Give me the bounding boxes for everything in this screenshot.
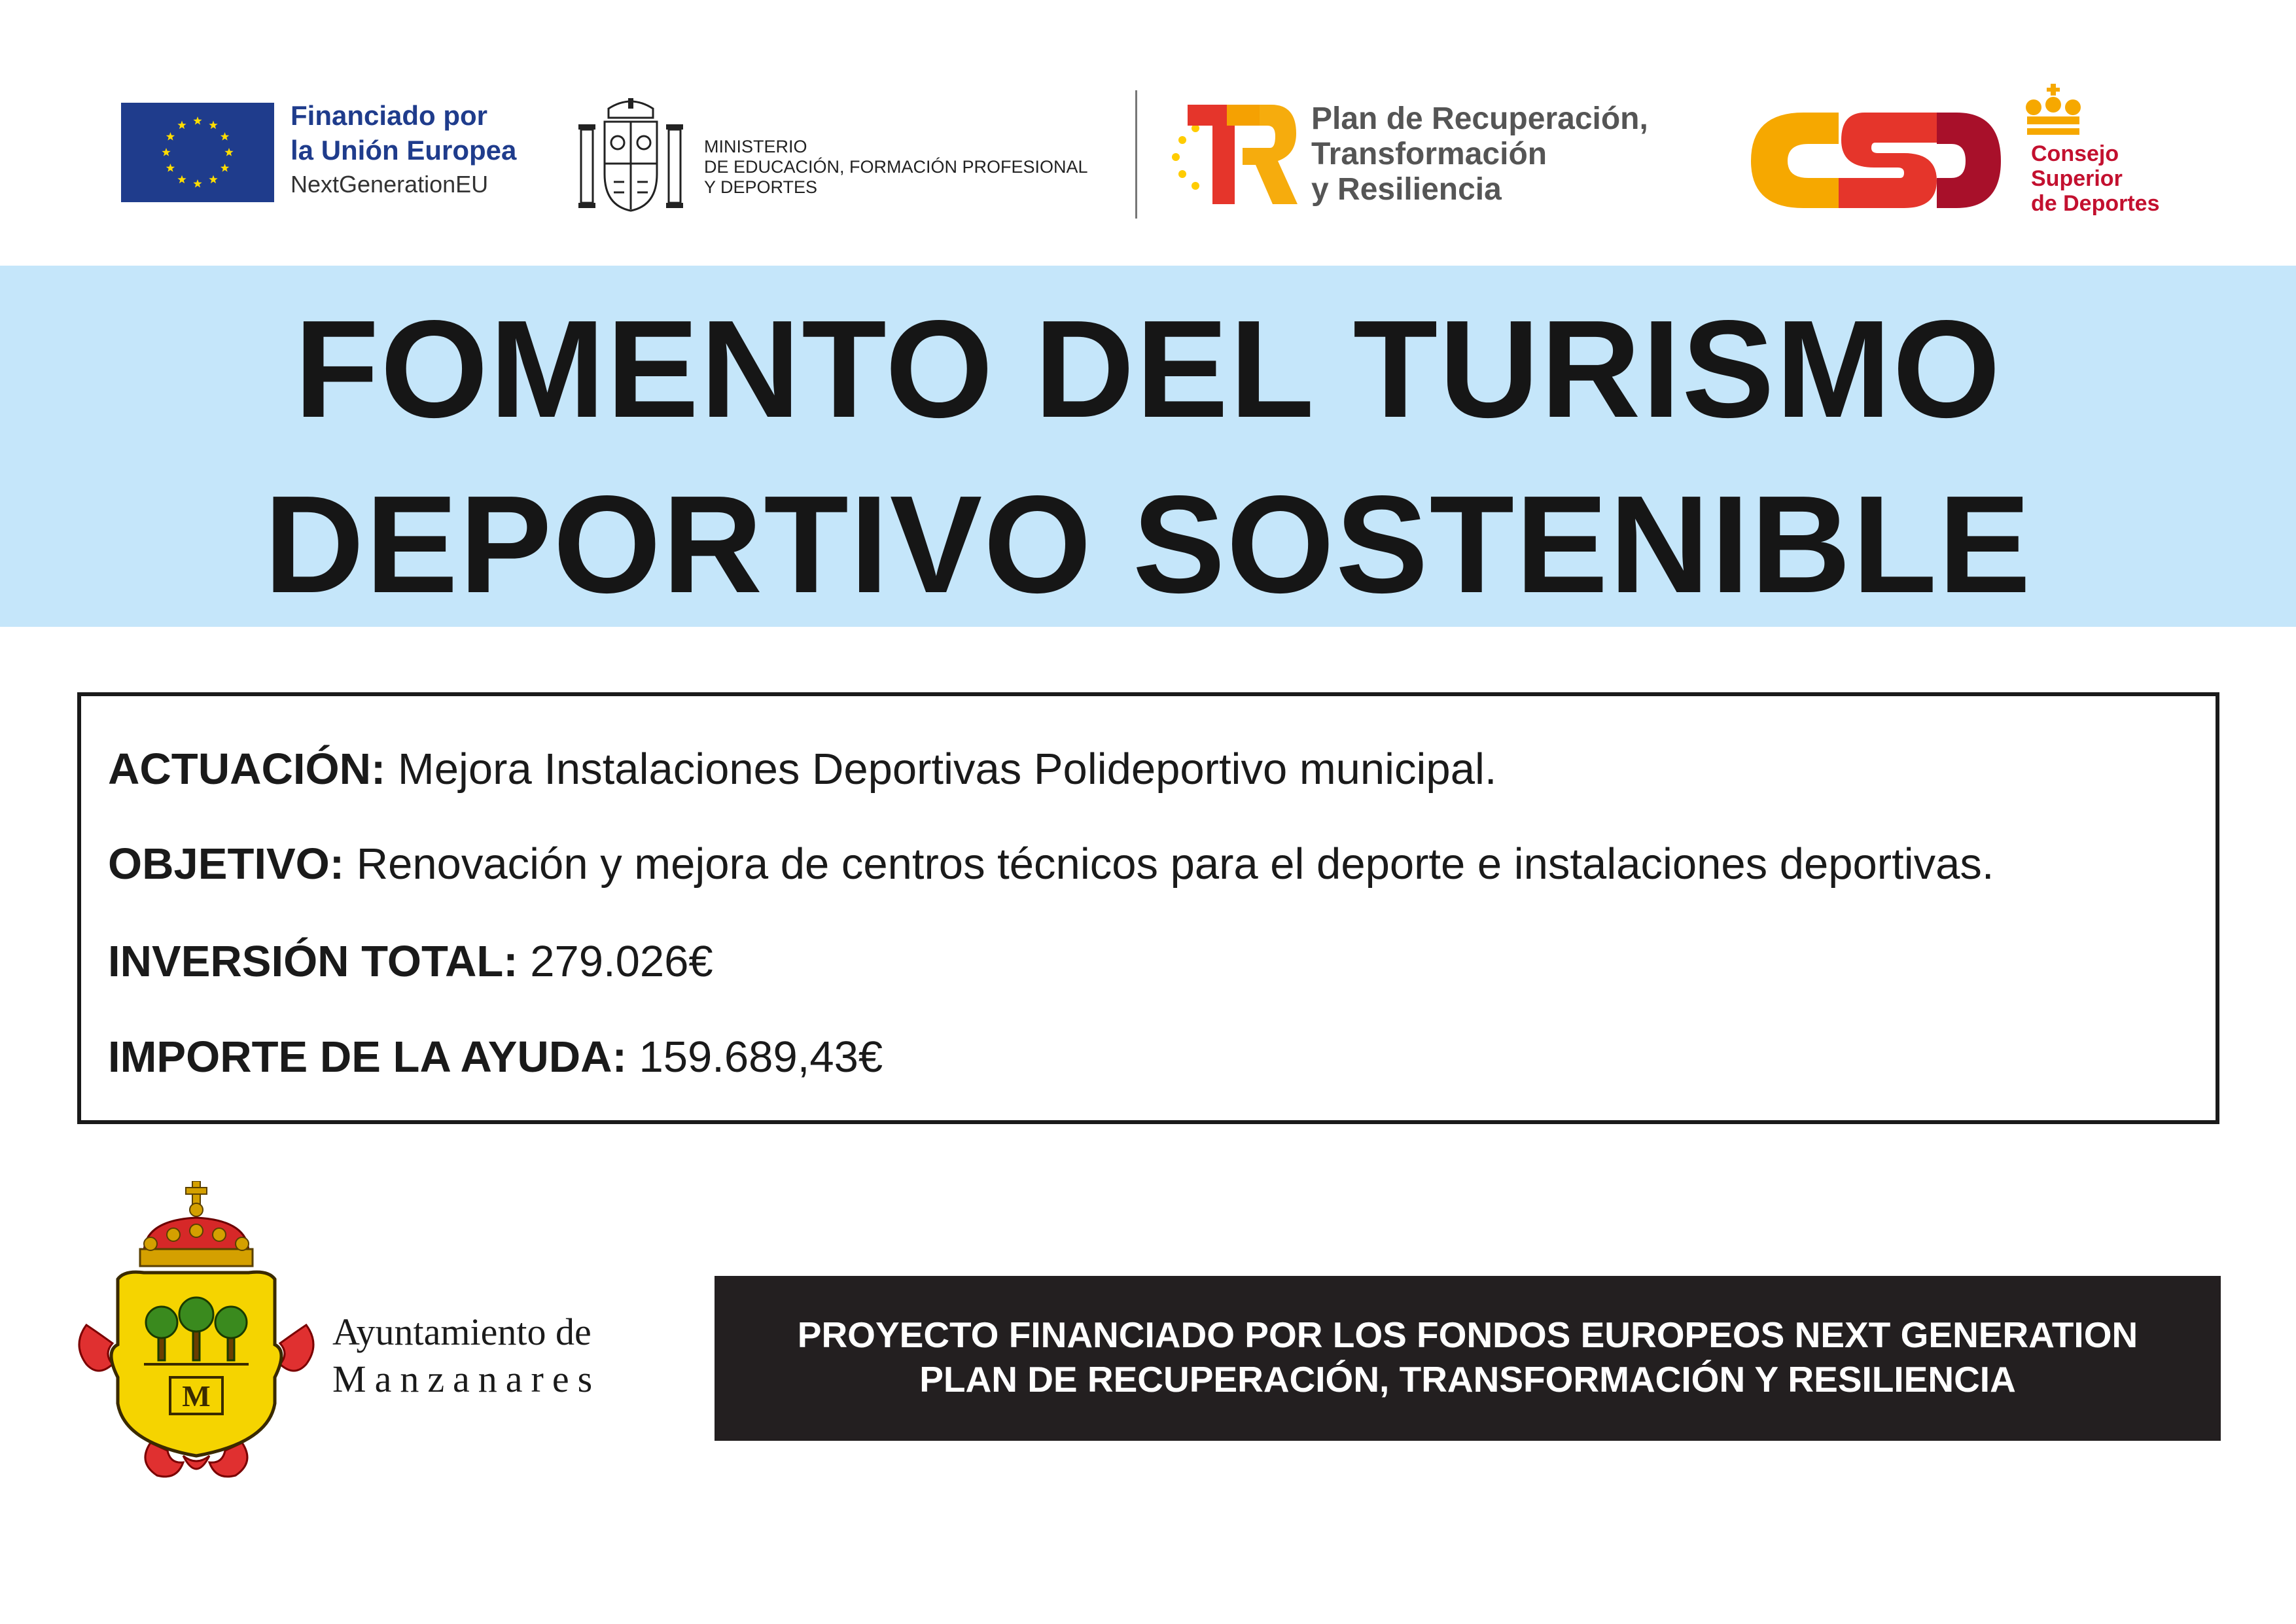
eu-label-line1: Financiado por xyxy=(291,100,488,131)
importe-label: IMPORTE DE LA AYUDA: xyxy=(108,1033,627,1082)
objetivo-value: Renovación y mejora de centros técnicos para el deporte e instalaciones deportivas. xyxy=(356,839,1994,889)
logo-divider xyxy=(1135,90,1137,219)
municipality-label-line1: Ayuntamiento de xyxy=(332,1311,592,1353)
csd-label-line3: de Deportes xyxy=(2031,191,2160,216)
inversion-value: 279.026€ xyxy=(530,937,713,986)
prtr-tr-logo-icon xyxy=(1161,99,1299,209)
prtr-label-line1: Plan de Recuperación, xyxy=(1311,101,1648,136)
page-title-line2: DEPORTIVO SOSTENIBLE xyxy=(264,467,2032,622)
inversion-label: INVERSIÓN TOTAL: xyxy=(108,937,518,986)
crest-letter: M xyxy=(182,1379,211,1413)
prtr-label xyxy=(1311,101,1730,207)
eu-label-line3: NextGenerationEU xyxy=(291,171,489,198)
ministry-label-line2: DE EDUCACIÓN, FORMACIÓN PROFESIONAL xyxy=(704,157,1088,177)
eu-funding-label xyxy=(291,98,565,202)
municipality-label-line2: Manzanares xyxy=(332,1358,601,1400)
csd-label-line1: Consejo xyxy=(2031,141,2119,166)
funding-banner-line1: PROYECTO FINANCIADO POR LOS FONDOS EUROPEOS NEXT GENERATION xyxy=(797,1315,2138,1355)
page-title-line1: FOMENTO DEL TURISMO xyxy=(294,291,2002,446)
ministry-label-line1: MINISTERIO xyxy=(704,137,807,156)
funding-banner-text xyxy=(715,1313,2221,1402)
spanish-coat-of-arms-icon xyxy=(574,96,687,216)
prtr-label-line3: y Resiliencia xyxy=(1311,172,1502,207)
csd-label-line2: Superior xyxy=(2031,166,2123,191)
page-title xyxy=(0,281,2296,632)
actuacion-value: Mejora Instalaciones Deportivas Polideportivo municipal. xyxy=(397,745,1497,794)
importe-value: 159.689,43€ xyxy=(639,1033,883,1082)
ministry-label-line3: Y DEPORTES xyxy=(704,177,818,197)
eu-label-line2: la Unión Europea xyxy=(291,135,517,166)
municipality-label xyxy=(332,1309,673,1403)
eu-flag-icon xyxy=(121,103,274,202)
inversion-row xyxy=(108,936,713,988)
crown-icon xyxy=(2022,84,2085,136)
objetivo-label: OBJETIVO: xyxy=(108,839,345,889)
funding-banner-line2: PLAN DE RECUPERACIÓN, TRANSFORMACIÓN Y RESILIENCIA xyxy=(919,1359,2016,1400)
actuacion-row xyxy=(108,743,1496,796)
csd-logo-icon xyxy=(1740,98,2011,222)
importe-row xyxy=(108,1031,883,1084)
actuacion-label: ACTUACIÓN: xyxy=(108,745,386,794)
manzanares-coat-of-arms-icon xyxy=(72,1181,321,1482)
prtr-label-line2: Transformación xyxy=(1311,137,1547,171)
ministry-label xyxy=(704,137,1123,198)
objetivo-row xyxy=(108,838,1994,891)
csd-label xyxy=(2031,141,2201,216)
